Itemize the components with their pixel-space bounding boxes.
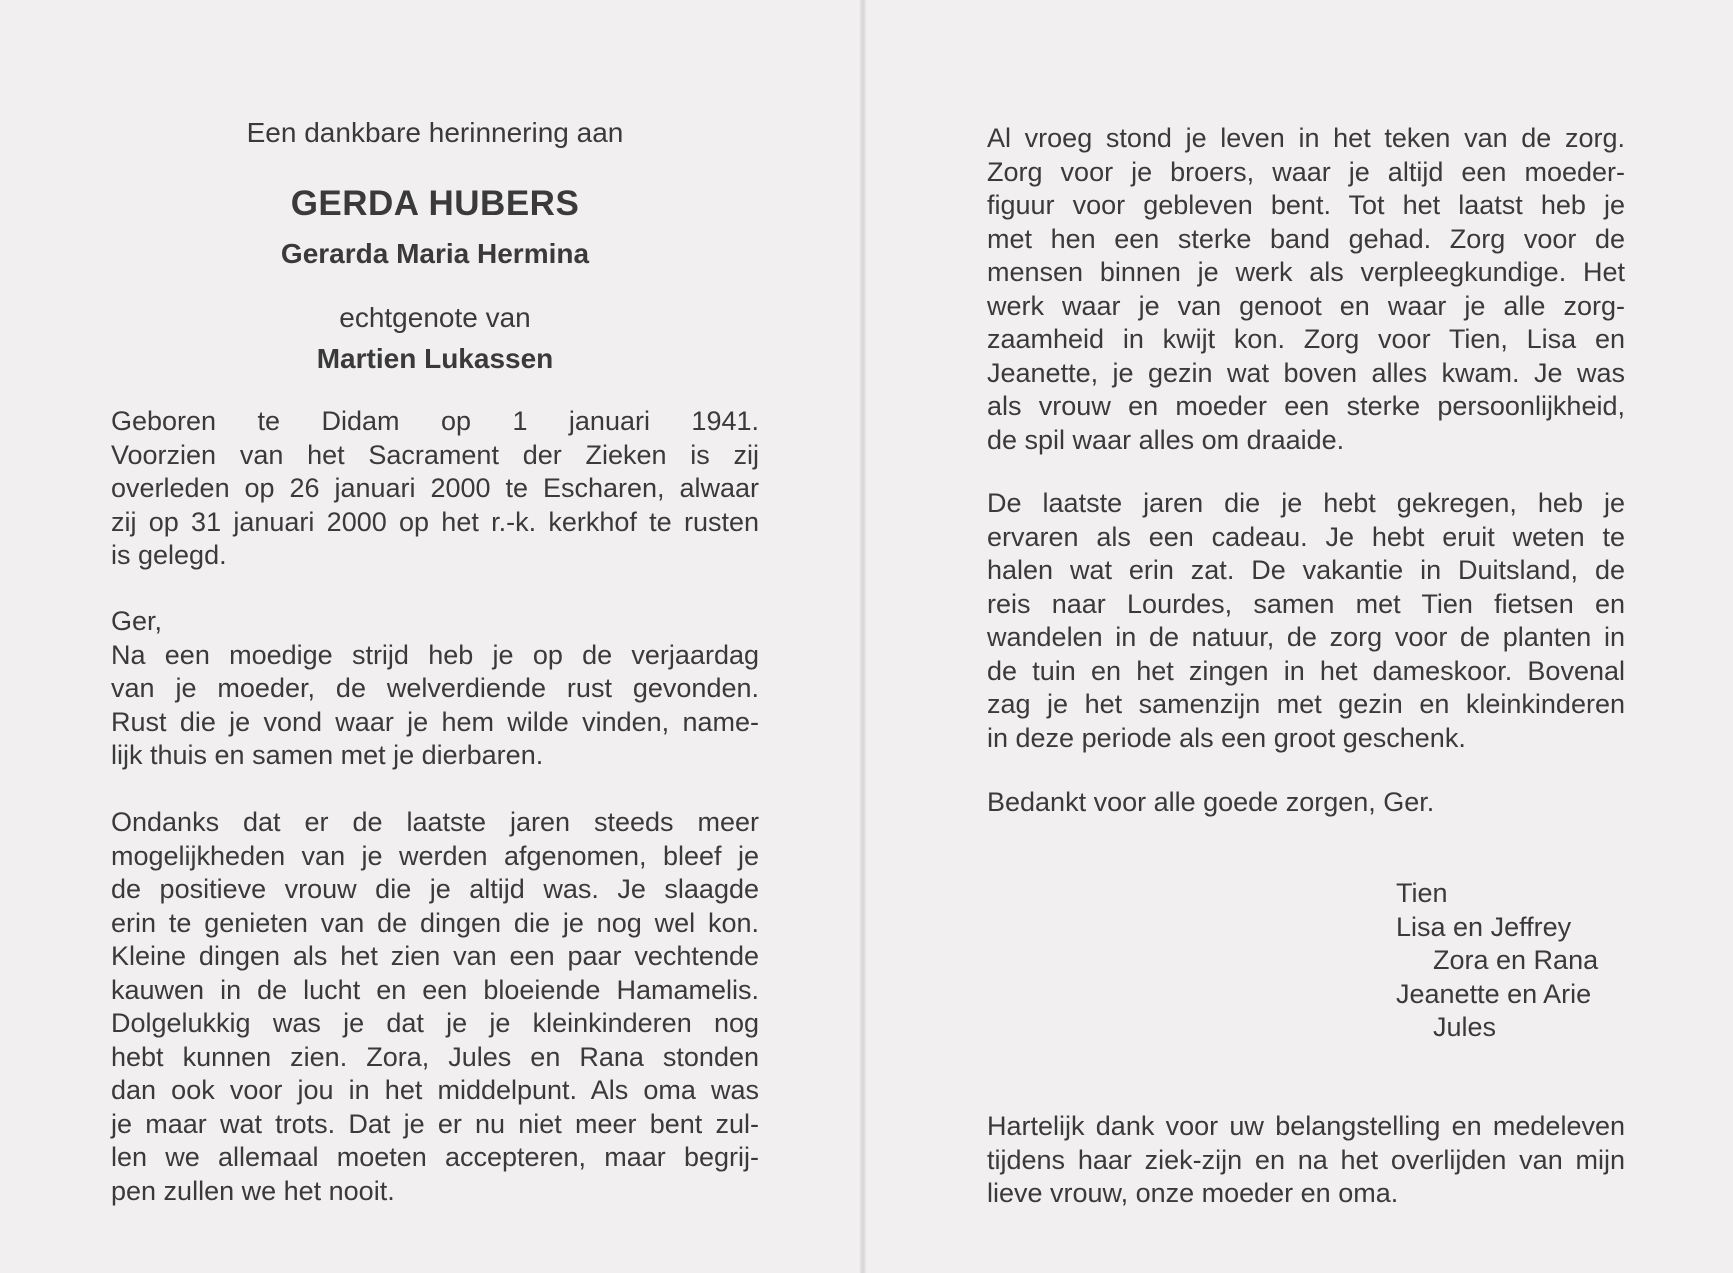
text-line: De laatste jaren die je hebt gekregen, heb je [987,488,1625,518]
biography-paragraph [111,405,759,573]
text-line: Hartelijk dank voor uw belangstelling en medeleven [987,1111,1625,1141]
text-line: hebt kunnen zien. Zora, Jules en Rana stonden [111,1041,759,1072]
text-line: Al vroeg stond je leven in het teken van de zorg. [987,123,1625,153]
text-line: zaamheid in kwijt kon. Zorg voor Tien, Lisa en [987,324,1625,354]
text-line: reis naar Lourdes, samen met Tien fietsen en [987,588,1625,619]
text-line: van je moeder, de welverdiende rust gevonden. [111,673,759,703]
thanks-paragraph [987,1110,1625,1211]
text-line: Ger, [111,606,163,636]
text-line: je maar wat trots. Dat je er nu niet meer bent zul- [111,1108,759,1139]
text-line: Dolgelukkig was je dat je je kleinkinderen nog [111,1008,759,1038]
text-line: kauwen in de lucht en een bloeiende Hamamelis. [111,974,759,1005]
text-line: met hen een sterke band gehad. Zorg voor de [987,223,1625,254]
text-line: dan ook voor jou in het middelpunt. Als oma was [111,1075,759,1105]
intro-text: Een dankbare herinnering aan [246,117,624,148]
signature-name: Jules [1433,1012,1497,1042]
text-line: in deze periode als een groot geschenk. [987,722,1466,753]
text-line: als vrouw en moeder een sterke persoonlijkheid, [987,391,1625,421]
text-line: wandelen in de natuur, de zorg voor de planten in [987,622,1625,652]
text-line: erin te genieten van de dingen die je nog wel kon. [111,907,759,938]
text-line: tijdens haar ziek-zijn en na het overlijden van mijn [987,1144,1625,1175]
text-line: overleden op 26 januari 2000 te Escharen, alwaar [111,473,759,503]
text-line: mogelijkheden van je werden afgenomen, bleef je [111,840,759,871]
text-line: halen wat erin zat. De vakantie in Duitsland, de [987,555,1625,585]
text-line: Voorzien van het Sacrament der Zieken is zij [111,439,759,470]
signature-name: Zora en Rana [1433,945,1599,975]
care-paragraph [987,122,1625,457]
text-line: werk waar je van genoot en waar je alle zorg- [987,290,1625,321]
deceased-full-name: Gerarda Maria Hermina [280,238,590,269]
text-line: Ondanks dat er de laatste jaren steeds meer [111,807,759,837]
text-line: figuur voor gebleven bent. Tot het laatst heb je [987,190,1625,220]
text-line: de spil waar alles om draaide. [987,424,1345,455]
right-panel [987,0,1625,1273]
text-line: zag je het samenzijn met gezin en kleinkinderen [987,689,1625,719]
left-panel [111,0,759,1273]
signature-name: Lisa en Jeffrey [1396,911,1572,942]
spouse-name: Martien Lukassen [316,343,554,374]
text-line: lijk thuis en samen met je dierbaren. [111,740,544,770]
text-line: Jeanette, je gezin wat boven alles kwam. Je was [987,357,1625,388]
text-line: pen zullen we het nooit. [111,1175,395,1206]
signature-name: Tien [1396,878,1448,908]
text-line: Zorg voor je broers, waar je altijd een moeder- [987,156,1625,187]
text-line: ervaren als een cadeau. Je hebt eruit weten te [987,521,1625,552]
text-line: Na een moedige strijd heb je op de verjaardag [111,639,759,670]
text-line: len we allemaal moeten accepteren, maar begrij- [111,1142,759,1172]
text-line: Geboren te Didam op 1 januari 1941. [111,406,759,436]
deceased-name: GERDA HUBERS [290,184,580,223]
text-line: de tuin en het zingen in het dameskoor. Bovenal [987,655,1625,686]
gratitude-line: Bedankt voor alle goede zorgen, Ger. [987,787,1435,817]
text-line: mensen binnen je werk als verpleegkundige. Het [987,257,1625,287]
spouse-label: echtgenote van [339,302,531,333]
text-line: is gelegd. [111,540,227,570]
text-line: lieve vrouw, onze moeder en oma. [987,1178,1399,1208]
text-line: Rust die je vond waar je hem wilde vinden, name- [111,706,759,737]
address-paragraph [111,605,759,773]
last-years-paragraph [987,487,1625,755]
text-line: zij op 31 januari 2000 op het r.-k. kerkhof te rusten [111,506,759,537]
tribute-paragraph [111,806,759,1208]
signature-name: Jeanette en Arie [1396,978,1592,1009]
card-fold [860,0,866,1273]
text-line: Kleine dingen als het zien van een paar vechtende [111,941,759,971]
text-line: de positieve vrouw die je altijd was. Je slaagde [111,874,759,904]
